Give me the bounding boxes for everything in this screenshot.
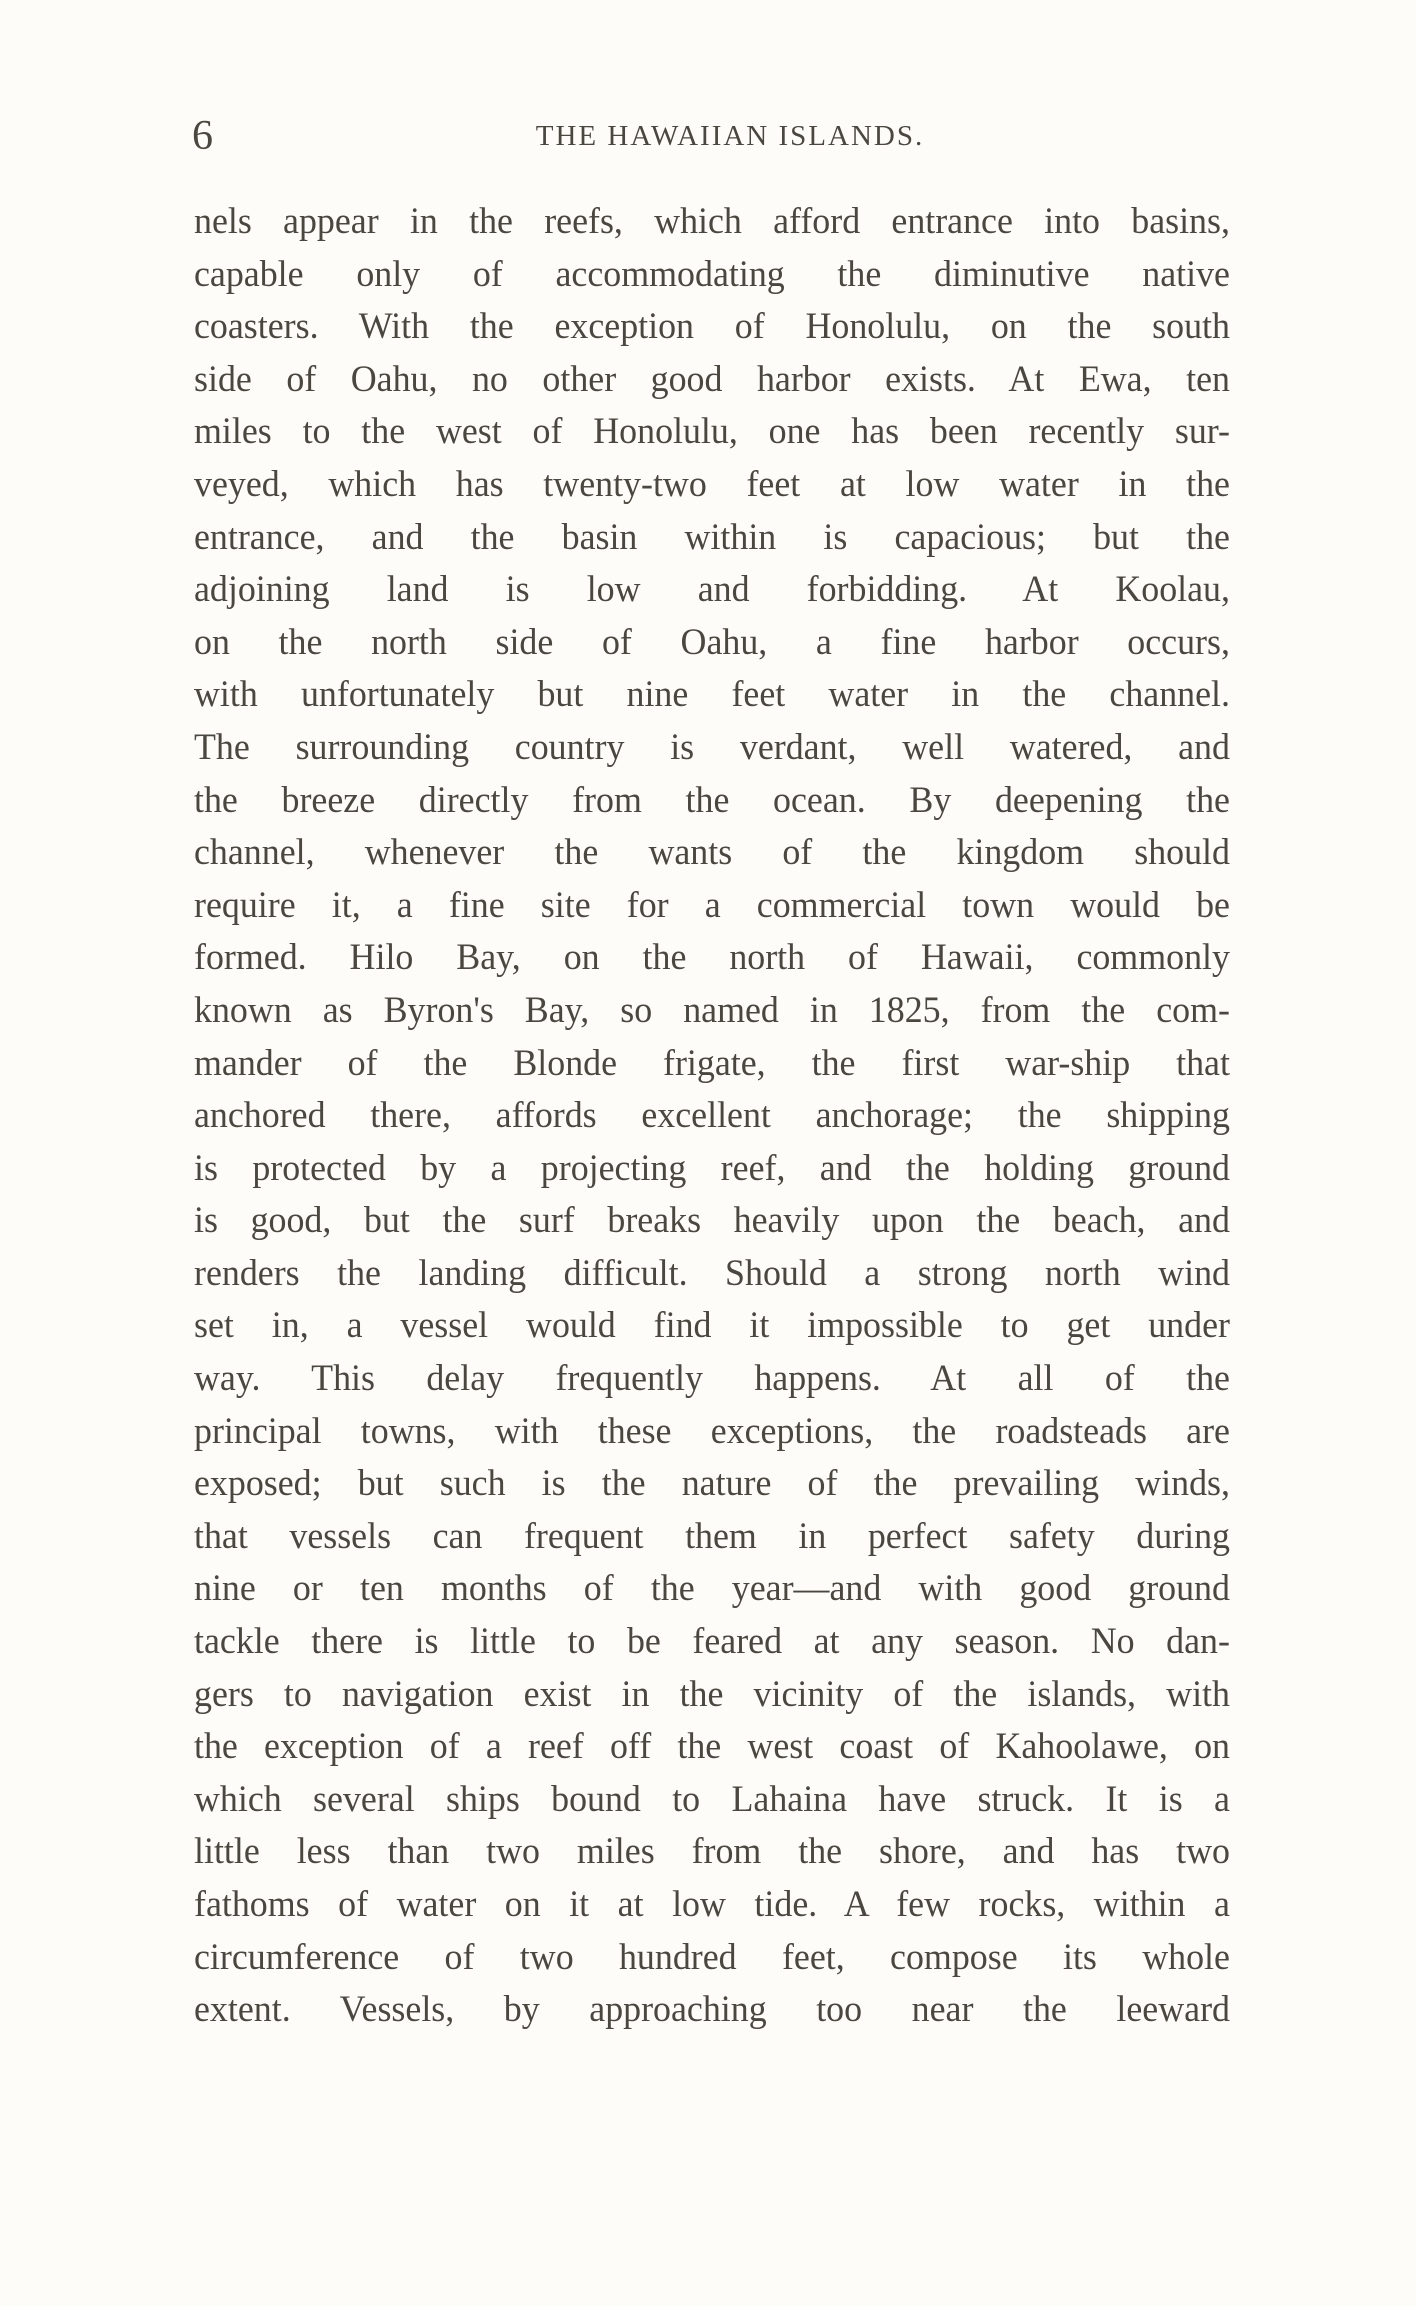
text-line: is protected by a projecting reef, and the holding ground [194, 1147, 1230, 1189]
text-line: the breeze directly from the ocean. By deepening the [194, 779, 1230, 821]
text-line: is good, but the surf breaks heavily upon the beach, and [194, 1200, 1230, 1242]
text-line: capable only of accommodating the diminutive native [194, 253, 1230, 295]
text-line: mander of the Blonde frigate, the first war-ship that [194, 1042, 1230, 1084]
running-head: THE HAWAIIAN ISLANDS. [535, 120, 925, 152]
text-line: little less than two miles from the shore, and has two [194, 1831, 1230, 1873]
text-line: way. This delay frequently happens. At all of the [194, 1358, 1230, 1400]
text-line: entrance, and the basin within is capacious; but the [194, 516, 1230, 558]
text-line: that vessels can frequent them in perfect safety during [194, 1515, 1230, 1557]
text-line: which several ships bound to Lahaina have struck. It is a [194, 1778, 1230, 1820]
text-line: fathoms of water on it at low tide. A few rocks, within a [194, 1884, 1230, 1925]
text-line: set in, a vessel would find it impossible to get under [194, 1305, 1230, 1347]
text-line: nels appear in the reefs, which afford entrance into basins, [194, 201, 1230, 242]
text-line: formed. Hilo Bay, on the north of Hawaii, commonly [194, 937, 1230, 979]
text-line: renders the landing difficult. Should a strong north wind [194, 1252, 1230, 1294]
text-line: nine or ten months of the year—and with good ground [194, 1568, 1230, 1610]
body-text [194, 196, 1262, 2037]
text-line: on the north side of Oahu, a fine harbor occurs, [194, 621, 1230, 663]
text-line: the exception of a reef off the west coast of Kahoolawe, on [194, 1726, 1230, 1768]
text-line: side of Oahu, no other good harbor exists. At Ewa, ten [194, 358, 1230, 400]
text-line: adjoining land is low and forbidding. At Koolau, [194, 569, 1230, 611]
text-line: gers to navigation exist in the vicinity of the islands, with [194, 1673, 1230, 1715]
text-line: circumference of two hundred feet, compose its whole [194, 1936, 1230, 1978]
text-line: miles to the west of Honolulu, one has been recently sur- [194, 411, 1230, 453]
text-line: principal towns, with these exceptions, the roadsteads are [194, 1410, 1230, 1452]
text-line: exposed; but such is the nature of the prevailing winds, [194, 1463, 1230, 1505]
text-line: extent. Vessels, by approaching too near the leeward [194, 1989, 1230, 2031]
text-line: known as Byron's Bay, so named in 1825, from the com- [194, 989, 1230, 1031]
text-line: tackle there is little to be feared at any season. No dan- [194, 1621, 1230, 1663]
text-line: The surrounding country is verdant, well watered, and [194, 726, 1230, 768]
text-line: require it, a fine site for a commercial town would be [194, 884, 1230, 926]
page-number: 6 [192, 113, 213, 159]
text-line: with unfortunately but nine feet water in the channel. [194, 674, 1230, 716]
text-line: anchored there, affords excellent anchorage; the shipping [194, 1095, 1230, 1137]
text-line: channel, whenever the wants of the kingdom should [194, 832, 1230, 874]
text-line: veyed, which has twenty-two feet at low water in the [194, 463, 1230, 505]
text-line: coasters. With the exception of Honolulu, on the south [194, 306, 1230, 348]
